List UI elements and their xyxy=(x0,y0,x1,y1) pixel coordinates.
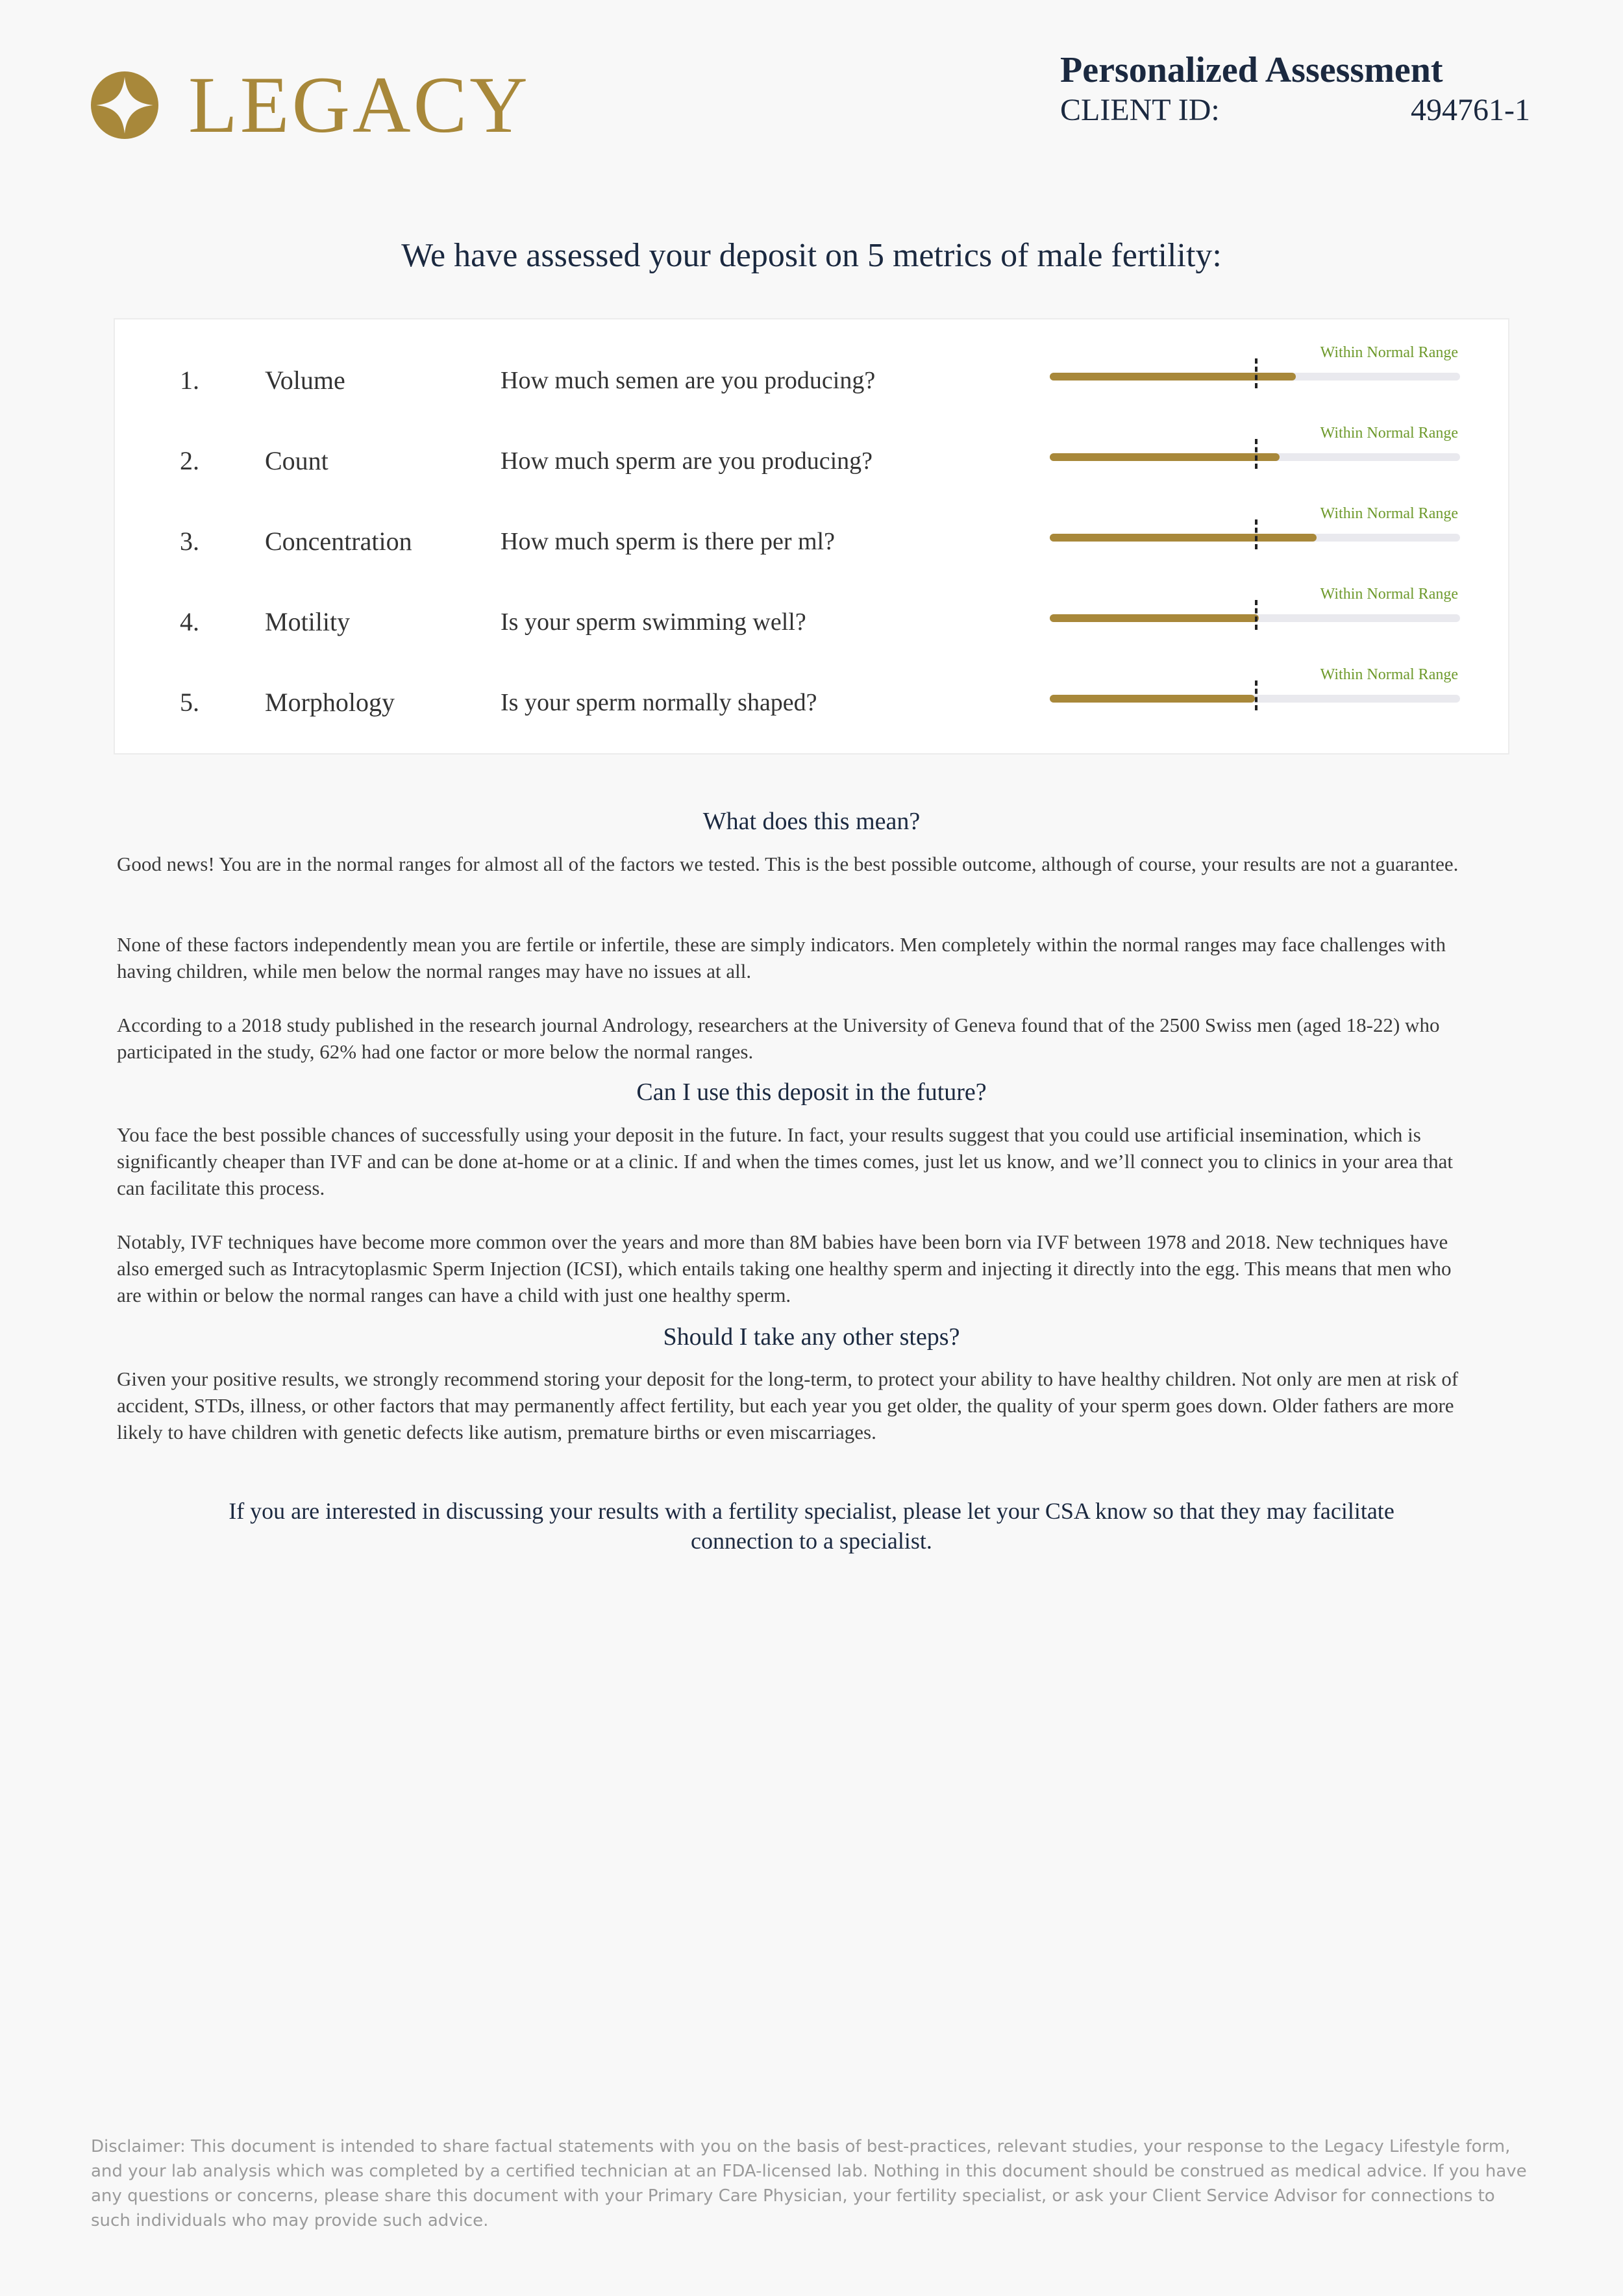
metric-question: Is your sperm swimming well? xyxy=(501,608,806,636)
intro-heading: We have assessed your deposit on 5 metrics of male fertility: xyxy=(401,237,1222,274)
metric-bar xyxy=(1050,695,1460,703)
metric-name: Concentration xyxy=(265,527,412,556)
page-title: Personalized Assessment xyxy=(1060,50,1443,90)
brand-name: LEGACY xyxy=(188,60,530,149)
metric-question: Is your sperm normally shaped? xyxy=(501,689,817,716)
metric-row xyxy=(115,319,1508,400)
metric-number: 3. xyxy=(180,527,199,556)
metric-number: 4. xyxy=(180,607,199,636)
section-heading-future: Can I use this deposit in the future? xyxy=(636,1079,987,1106)
paragraph: You face the best possible chances of successfully using your deposit in the future. In fact, your results suggest that you could use artificial insemination, which is significantly cheaper than IVF and can be done at-home or at a clinic. If and when the times comes, just let us know, and we’ll connect you to clinics in your area that can facilitate this process. xyxy=(117,1123,1453,1199)
legacy-logo-icon xyxy=(91,71,158,139)
normal-threshold-marker xyxy=(1255,680,1258,710)
brand-logo xyxy=(91,60,530,149)
metric-bar xyxy=(1050,614,1460,622)
metric-status: Within Normal Range xyxy=(1320,425,1458,442)
section-heading-steps: Should I take any other steps? xyxy=(663,1323,960,1351)
metric-bar xyxy=(1050,534,1460,542)
metric-bar-fill xyxy=(1050,373,1296,381)
normal-threshold-marker xyxy=(1255,600,1258,630)
metric-number: 2. xyxy=(180,446,199,475)
client-id-label: CLIENT ID: xyxy=(1060,93,1220,127)
metrics-card xyxy=(114,318,1509,755)
client-id-value: 494761-1 xyxy=(1411,93,1530,127)
metric-number: 1. xyxy=(180,366,199,395)
paragraph: Notably, IVF techniques have become more common over the years and more than 8M babies have been born via IVF between 1978 and 2018. New techniques have also emerged such as Intracytoplasmic Sperm Injection (ICSI), which entails taking one healthy sperm and injecting it directly into the egg. This means that men who are within or below the normal ranges can have a child with just one healthy sperm. xyxy=(117,1230,1452,1306)
metric-question: How much sperm is there per ml? xyxy=(501,528,835,555)
metric-name: Volume xyxy=(265,366,345,395)
metric-row xyxy=(115,400,1508,480)
normal-threshold-marker xyxy=(1255,358,1258,388)
metric-question: How much sperm are you producing? xyxy=(501,447,873,475)
metric-bar xyxy=(1050,373,1460,381)
metric-row xyxy=(115,561,1508,642)
metric-number: 5. xyxy=(180,688,199,717)
metric-bar-fill xyxy=(1050,695,1255,703)
metric-name: Count xyxy=(265,446,328,475)
metric-status: Within Normal Range xyxy=(1320,666,1458,683)
metric-name: Morphology xyxy=(265,688,395,717)
paragraph: Good news! You are in the normal ranges for almost all of the factors we tested. This is the best possible outcome, although of course, your results are not a guarantee. xyxy=(117,853,1459,875)
specialist-cta: If you are interested in discussing your results with a fertility specialist, please let your CSA know so that they may facilitate connection to a specialist. xyxy=(229,1498,1394,1554)
paragraph: None of these factors independently mean you are fertile or infertile, these are simply indicators. Men completely within the normal ranges may face challenges with having children, while men below the normal ranges may have no issues at all. xyxy=(117,933,1446,982)
metric-row xyxy=(115,480,1508,561)
metric-bar-fill xyxy=(1050,534,1317,542)
metric-name: Motility xyxy=(265,607,351,636)
metric-question: How much semen are you producing? xyxy=(501,367,876,394)
paragraph: According to a 2018 study published in the research journal Andrology, researchers at the University of Geneva found that of the 2500 Swiss men (aged 18-22) who participated in the study, 62% had one factor or more below the normal ranges. xyxy=(117,1014,1440,1063)
normal-threshold-marker xyxy=(1255,439,1258,469)
metric-status: Within Normal Range xyxy=(1320,344,1458,361)
metric-bar-fill xyxy=(1050,453,1280,461)
paragraph: Given your positive results, we strongly recommend storing your deposit for the long-term, to protect your ability to have healthy children. Not only are men at risk of accident, STDs, illness, or other factors that may permanently affect fertility, but each year you get older, the quality of your sperm goes down. Older fathers are more likely to have children with genetic defects like autism, premature births or even miscarriages. xyxy=(117,1367,1459,1443)
metric-status: Within Normal Range xyxy=(1320,586,1458,603)
metric-status: Within Normal Range xyxy=(1320,505,1458,522)
metric-bar-fill xyxy=(1050,614,1259,622)
metric-bar xyxy=(1050,453,1460,461)
section-heading-meaning: What does this mean? xyxy=(702,808,921,835)
metric-row xyxy=(115,642,1508,722)
normal-threshold-marker xyxy=(1255,519,1258,549)
disclaimer: Disclaimer: This document is intended to share factual statements with you on the basis of best-practices, relevant studies, your response to the Legacy Lifestyle form, and your lab analysis which was completed by a certified technician at an FDA-licensed lab. Nothing in this document should be construed as medical advice. If you have any questions or concerns, please share this document with your Primary Care Physician, your fertility specialist, or ask your Client Service Advisor for connections to such individuals who may provide such advice. xyxy=(91,2137,1527,2230)
